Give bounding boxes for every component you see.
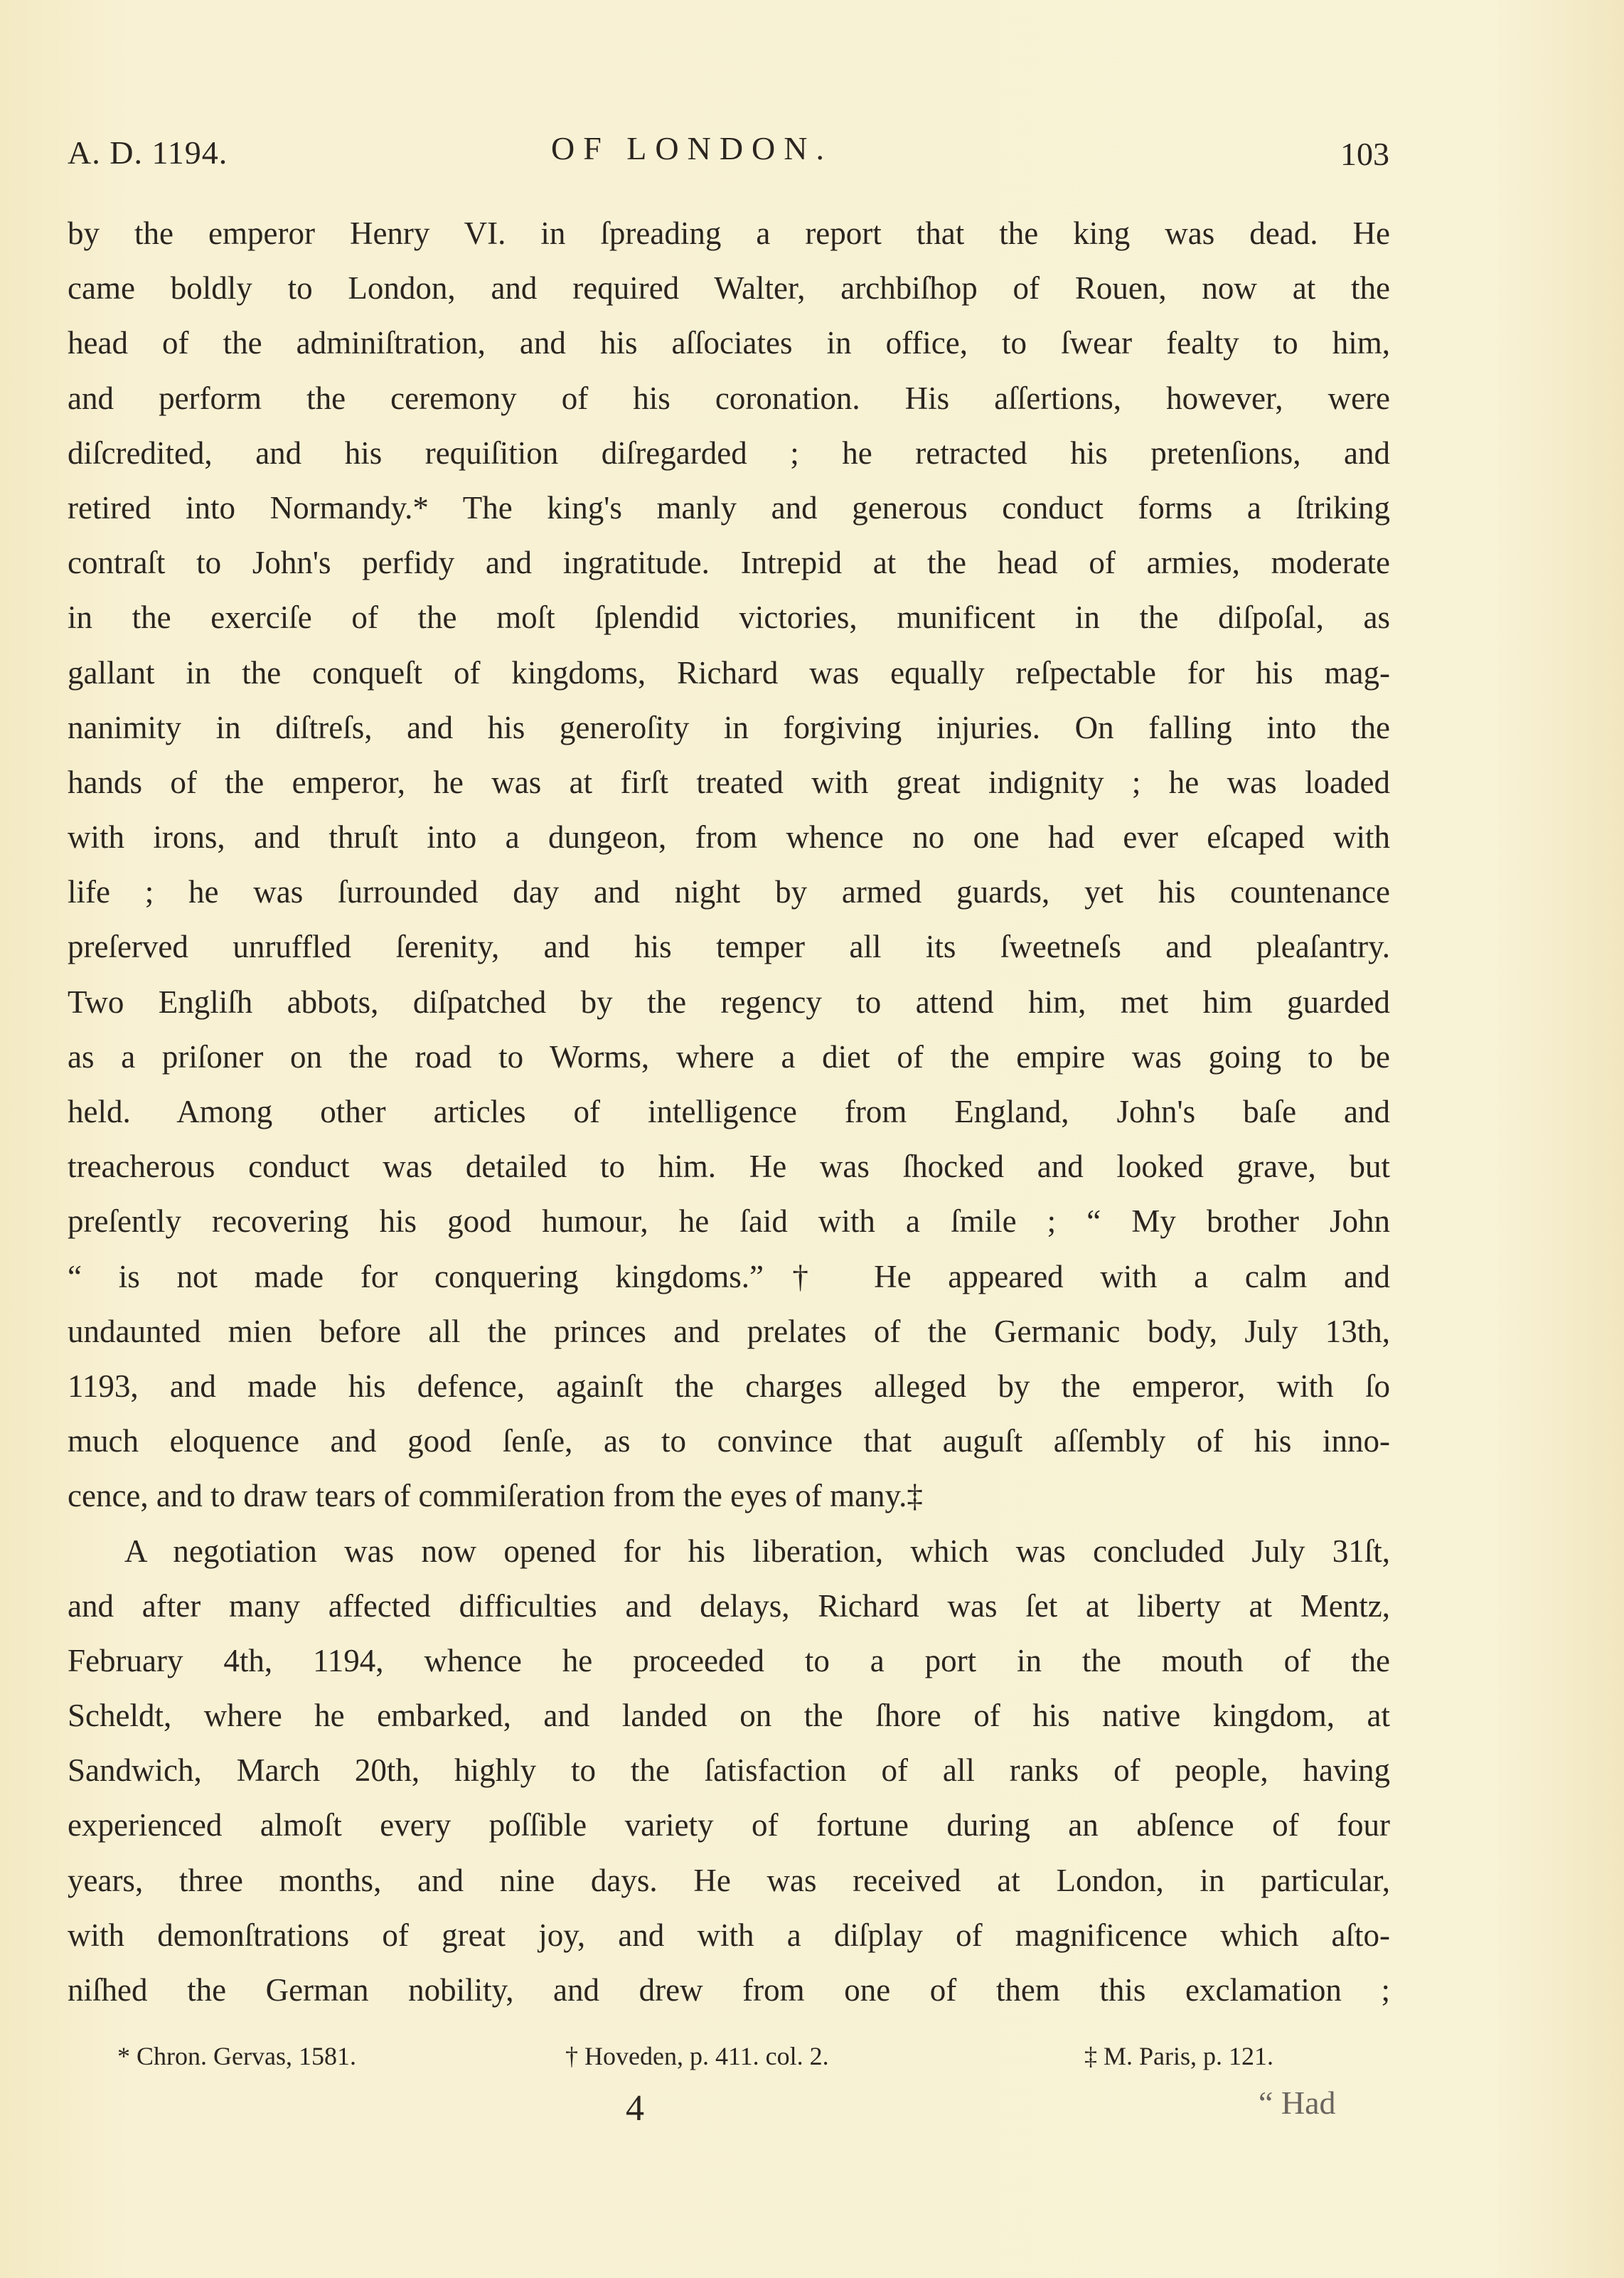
text-line: much eloquence and good ſenſe, as to convince that auguſt aſſembly of his inno-: [68, 1423, 1390, 1459]
text-line: preſerved unruffled ſerenity, and his temper all its ſweetneſs and pleaſantry.: [68, 929, 1390, 965]
text-line: 1193, and made his defence, againſt the charges alleged by the emperor, with ſo: [68, 1368, 1390, 1404]
text-line: Two Engliſh abbots, diſpatched by the regency to attend him, met him guarded: [68, 984, 1390, 1020]
text-line: retired into Normandy.* The king's manly and generous conduct forms a ſtriking: [68, 489, 1390, 526]
footnotes: [117, 2041, 1397, 2084]
running-header: [68, 119, 1389, 183]
page-number: 103: [1340, 136, 1389, 172]
text-line: contraſt to John's perfidy and ingratitude. Intrepid at the head of armies, moderate: [68, 545, 1390, 581]
text-line: treacherous conduct was detailed to him. He was ſhocked and looked grave, but: [68, 1149, 1390, 1185]
footnote-2: † Hoveden, p. 411. col. 2.: [565, 2042, 829, 2070]
text-line: cence, and to draw tears of commiſeration from the eyes of many.‡: [68, 1478, 923, 1514]
text-line: in the exerciſe of the moſt ſplendid victories, munificent in the diſpoſal, as: [68, 600, 1390, 636]
text-line: held. Among other articles of intelligence from England, John's baſe and: [68, 1094, 1390, 1129]
text-line: experienced almoſt every poſſible variety of fortune during an abſence of four: [68, 1807, 1390, 1843]
text-line: diſcredited, and his requiſition diſregarded ; he retracted his pretenſions, and: [68, 435, 1390, 471]
text-line: with demonſtrations of great joy, and with a diſplay of magnificence which aſto-: [68, 1917, 1390, 1953]
text-line: and perform the ceremony of his coronation. His aſſertions, however, were: [68, 380, 1390, 416]
text-line: Scheldt, where he embarked, and landed on the ſhore of his native kingdom, at: [68, 1698, 1390, 1734]
footnote-1: * Chron. Gervas, 1581.: [117, 2042, 356, 2070]
text-line: “ is not made for conquering kingdoms.”† He appeared with a calm and: [68, 1258, 1390, 1294]
text-line: A negotiation was now opened for his liberation, which was concluded July 31ſt,: [124, 1533, 1390, 1569]
text-line: life ; he was ſurrounded day and night by armed guards, yet his countenance: [68, 874, 1390, 910]
text-line: head of the adminiſtration, and his aſſociates in office, to ſwear fealty to him,: [68, 325, 1390, 361]
text-line: came boldly to London, and required Walter, archbiſhop of Rouen, now at the: [68, 270, 1390, 307]
text-line: with irons, and thruſt into a dungeon, from whence no one had ever eſcaped with: [68, 819, 1390, 856]
text-line: February 4th, 1194, whence he proceeded to a port in the mouth of the: [68, 1642, 1390, 1678]
text-line: nanimity in diſtreſs, and his generoſity in forgiving injuries. On falling into the: [68, 709, 1390, 745]
text-line: years, three months, and nine days. He was received at London, in particular,: [68, 1862, 1390, 1898]
text-line: hands of the emperor, he was at firſt treated with great indignity ; he was loaded: [68, 764, 1390, 800]
text-line: and after many affected difficulties and delays, Richard was ſet at liberty at Mentz,: [68, 1587, 1390, 1624]
header-year: A. D. 1194.: [68, 134, 228, 171]
footnote-3: ‡ M. Paris, p. 121.: [1084, 2042, 1274, 2070]
text-line: gallant in the conqueſt of kingdoms, Richard was equally reſpectable for his mag-: [68, 654, 1390, 691]
header-title: OF LONDON.: [551, 130, 833, 166]
text-line: by the emperor Henry VI. in ſpreading a report that the king was dead. He: [68, 215, 1390, 251]
catchword: “ Had: [1259, 2085, 1336, 2121]
text-line: as a priſoner on the road to Worms, where a diet of the empire was going to be: [68, 1038, 1390, 1075]
text-line: niſhed the German nobility, and drew from one of them this exclamation ;: [68, 1972, 1390, 2008]
text-line: Sandwich, March 20th, highly to the ſatisfaction of all ranks of people, having: [68, 1752, 1390, 1789]
signature-mark: 4: [626, 2088, 644, 2129]
text-line: undaunted mien before all the princes and prelates of the Germanic body, July 13th,: [68, 1313, 1390, 1349]
body-text: [68, 206, 1390, 2018]
text-line: preſently recovering his good humour, he ſaid with a ſmile ; “ My brother John: [68, 1203, 1390, 1240]
